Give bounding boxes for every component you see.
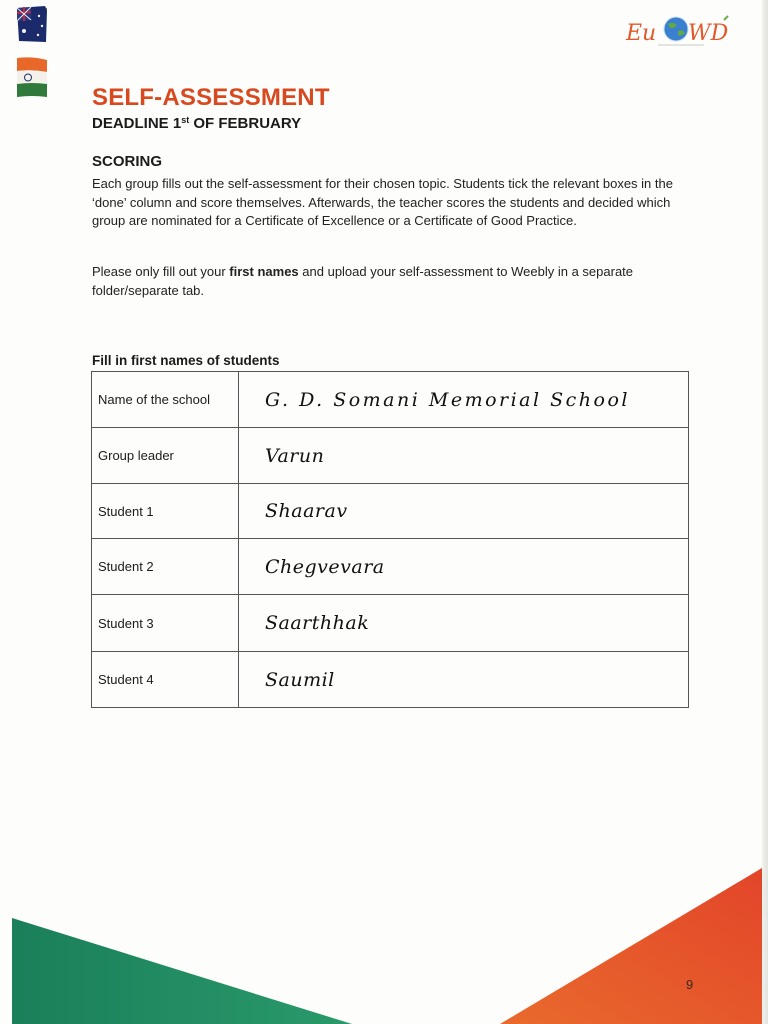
footer-decoration <box>0 860 768 1024</box>
australia-flag-icon <box>17 6 47 42</box>
row-label: Name of the school <box>92 372 239 428</box>
svg-text:WD: WD <box>688 21 729 46</box>
student-2-value[interactable]: Chegvevara <box>239 539 689 595</box>
table-row <box>92 372 689 428</box>
student-3-value[interactable]: Saarthhak <box>239 595 689 652</box>
deadline-suffix: OF FEBRUARY <box>189 115 302 132</box>
student-1-value[interactable]: Shaarav <box>239 484 689 539</box>
row-label: Student 2 <box>92 539 239 595</box>
table-label: Fill in first names of students <box>92 353 280 368</box>
school-name-value[interactable]: G. D. Somani Memorial School <box>239 372 689 428</box>
deadline-sup: st <box>181 115 190 125</box>
row-label: Student 1 <box>92 484 239 539</box>
page-number: 9 <box>686 977 694 992</box>
student-names-table <box>91 371 689 708</box>
deadline-text <box>92 115 301 132</box>
deadline-prefix: DEADLINE 1 <box>92 115 182 132</box>
table-row <box>92 652 689 708</box>
table-row <box>92 484 689 539</box>
scoring-heading: SCORING <box>92 153 163 170</box>
student-4-value[interactable]: Saumil <box>239 652 689 708</box>
instructions-text-after: and upload your self-assessment to Weebly in a separate folder/separate tab. <box>92 264 634 298</box>
instructions-paragraph <box>92 263 692 300</box>
row-label: Student 4 <box>92 652 239 708</box>
table-row <box>92 595 689 652</box>
row-label: Group leader <box>92 428 239 484</box>
euwd-logo <box>624 14 736 48</box>
page-title: SELF-ASSESSMENT <box>92 84 330 111</box>
india-flag-icon <box>17 56 47 98</box>
scoring-paragraph: Each group fills out the self-assessment for their chosen topic. Students tick the relevant boxes in the ‘done’ column and score themselves. Afterwards, the teacher scores the students and decided which group are nominated for a Certificate of Excellence or a Certificate of Good Practice. <box>92 176 673 228</box>
table-row <box>92 539 689 595</box>
table-row <box>92 428 689 484</box>
group-leader-value[interactable]: Varun <box>239 428 689 484</box>
svg-text:Eu: Eu <box>626 21 657 46</box>
instructions-text-before: Please only fill out your <box>92 264 230 279</box>
row-label: Student 3 <box>92 595 239 652</box>
instructions-bold: first names <box>229 264 299 279</box>
